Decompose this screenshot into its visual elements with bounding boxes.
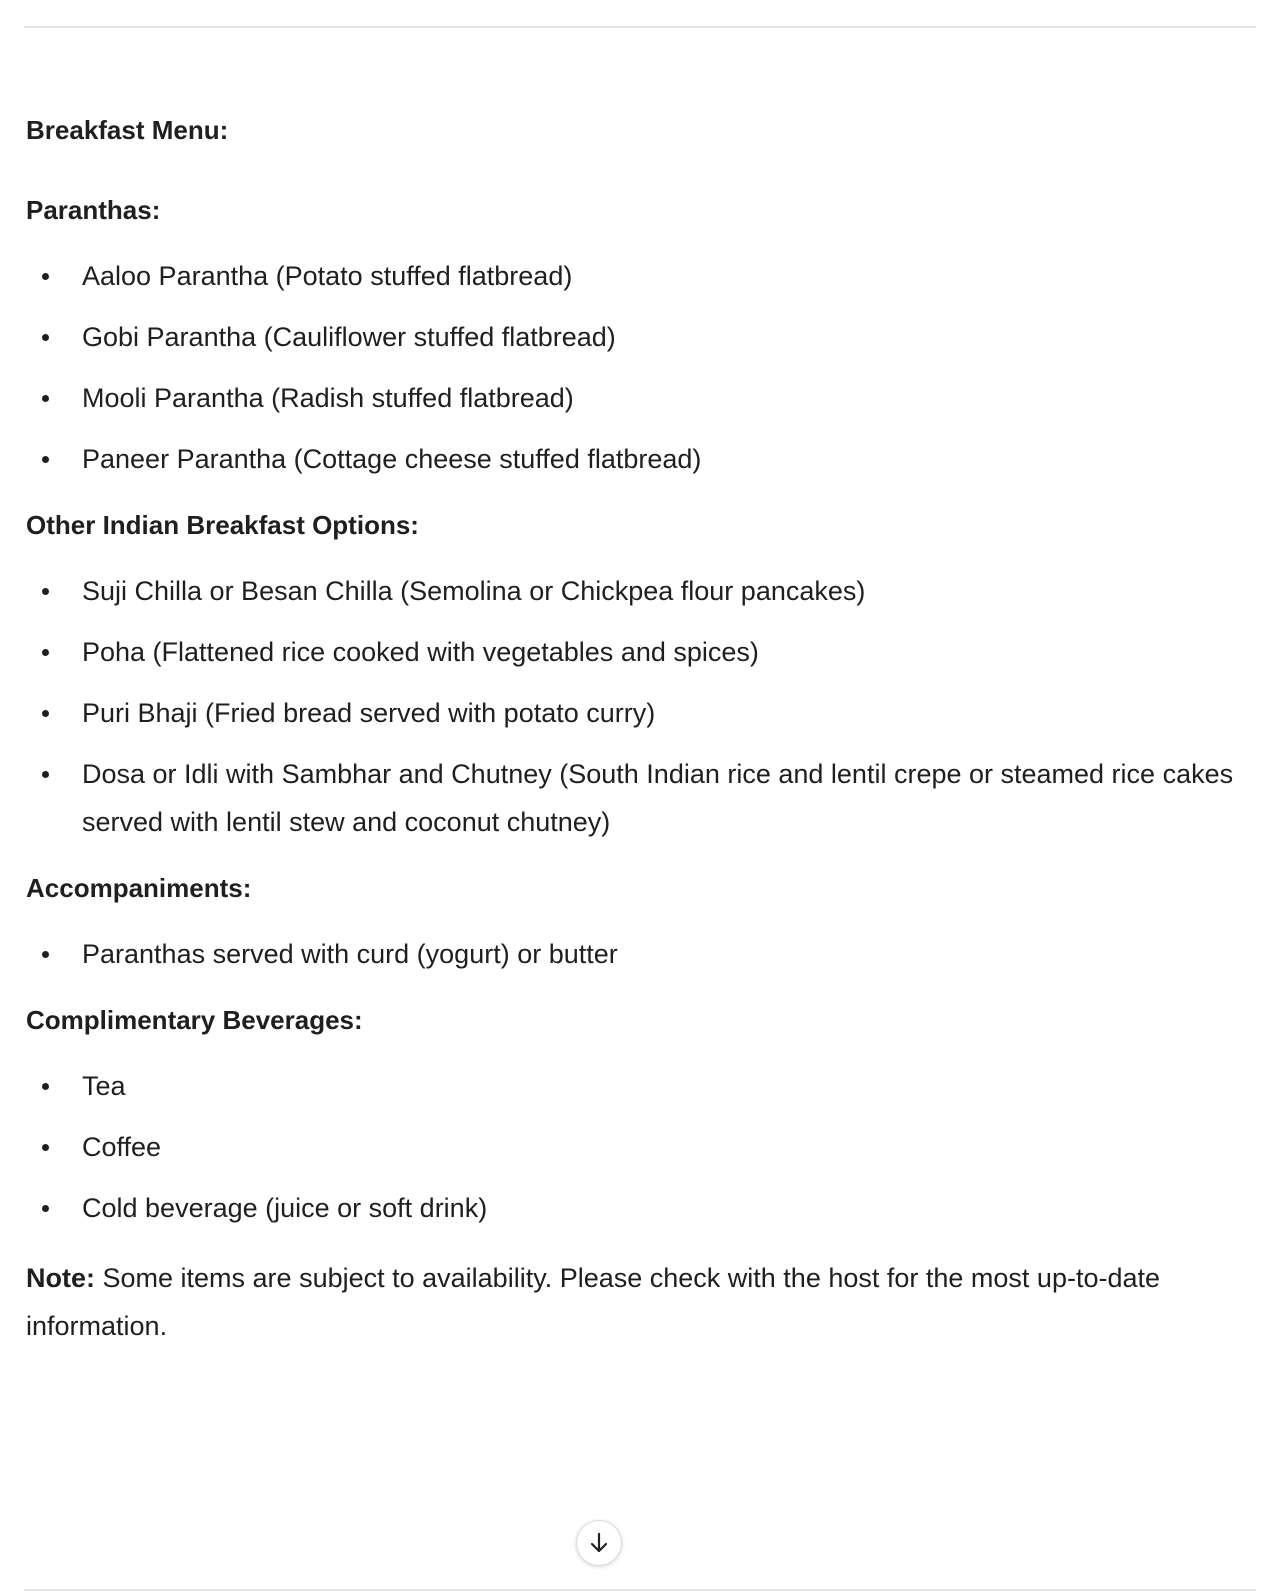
item-list [26,252,1262,483]
bullet-icon [42,1083,49,1090]
list-item [26,1123,1262,1171]
list-item-text: Gobi Parantha (Cauliflower stuffed flatbread) [82,322,616,352]
item-list [26,930,1262,978]
list-item [26,750,1262,846]
list-item [26,930,1262,978]
note-label: Note: [26,1263,95,1293]
message-content [26,110,1262,1350]
section-heading: Accompaniments: [26,873,252,903]
bullet-icon [42,1144,49,1151]
list-item [26,313,1262,361]
list-item [26,1184,1262,1232]
list-item-text: Mooli Parantha (Radish stuffed flatbread) [82,383,574,413]
list-item [26,689,1262,737]
scroll-down-button[interactable] [576,1520,622,1566]
bullet-icon [42,951,49,958]
section-heading: Complimentary Beverages: [26,1005,363,1035]
list-item-text: Cold beverage (juice or soft drink) [82,1193,488,1223]
list-item-text: Aaloo Parantha (Potato stuffed flatbread) [82,261,573,291]
list-item [26,435,1262,483]
list-item-text: Suji Chilla or Besan Chilla (Semolina or Chickpea flour pancakes) [82,576,866,606]
section-accompaniments [26,868,1262,978]
bullet-icon [42,710,49,717]
list-item [26,374,1262,422]
item-list [26,1062,1262,1232]
section-paranthas [26,190,1262,483]
bullet-icon [42,771,49,778]
list-item-text: Puri Bhaji (Fried bread served with potato curry) [82,698,656,728]
top-divider [24,26,1256,28]
list-item-text: Tea [82,1071,126,1101]
section-beverages [26,1000,1262,1232]
list-item-text: Paranthas served with curd (yogurt) or butter [82,939,618,969]
section-other-options [26,505,1262,846]
bullet-icon [42,395,49,402]
list-item [26,567,1262,615]
bullet-icon [42,456,49,463]
note-text: Some items are subject to availability. Please check with the host for the most up-to-date information. [26,1263,1161,1341]
list-item-text: Poha (Flattened rice cooked with vegetables and spices) [82,637,759,667]
bullet-icon [42,1205,49,1212]
section-heading: Other Indian Breakfast Options: [26,510,419,540]
arrow-down-icon [588,1531,610,1555]
menu-title: Breakfast Menu: [26,115,229,145]
bottom-divider [24,1589,1256,1591]
section-heading: Paranthas: [26,195,161,225]
list-item-text: Coffee [82,1132,162,1162]
availability-note [26,1254,1262,1350]
list-item-text: Paneer Parantha (Cottage cheese stuffed flatbread) [82,444,702,474]
list-item [26,628,1262,676]
bullet-icon [42,649,49,656]
bullet-icon [42,588,49,595]
item-list [26,567,1262,846]
list-item [26,1062,1262,1110]
list-item [26,252,1262,300]
bullet-icon [42,334,49,341]
bullet-icon [42,273,49,280]
list-item-text: Dosa or Idli with Sambhar and Chutney (South Indian rice and lentil crepe or steamed rice cakes served with lentil stew and coconut chutney) [82,759,1234,837]
